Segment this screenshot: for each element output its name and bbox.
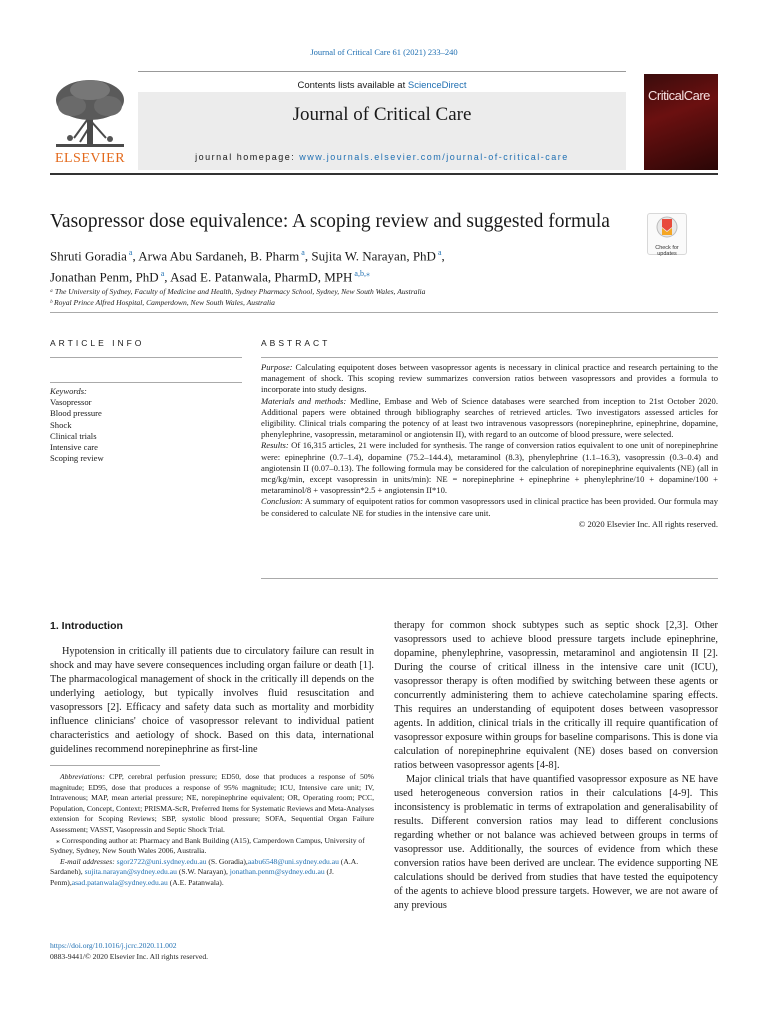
email-link[interactable]: jonathan.penm@sydney.edu.au xyxy=(229,867,325,877)
email-link[interactable]: aabu6548@uni.sydney.edu.au xyxy=(247,856,339,866)
email-owner: (A.A. Sardaneh), xyxy=(50,856,359,877)
affiliation-a: ᵃ The University of Sydney, Faculty of Medicine and Health, Sydney Pharmacy School, Sydney, New South Wales, Australia xyxy=(50,287,426,296)
keywords-rule xyxy=(50,382,242,383)
author-name[interactable]: Asad E. Patanwala, PharmD, MPH xyxy=(170,269,353,285)
affiliation-marker[interactable]: a xyxy=(126,248,133,257)
elsevier-wordmark: ELSEVIER xyxy=(54,151,126,166)
affiliation-marker[interactable]: a xyxy=(435,248,442,257)
affiliation-b: ᵇ Royal Prince Alfred Hospital, Camperdown, New South Wales, Australia xyxy=(50,298,275,307)
journal-reference[interactable]: Journal of Critical Care 61 (2021) 233–240 xyxy=(310,47,458,57)
intro-paragraph-1: Hypotension in critically ill patients due to circulatory failure can result in shock and may have severe consequences including organ failure or death [1]. The pharmacological management of shock in the critically ill depends on the underlying aetiology, but typically involves fluid resuscitation and vasopressors [2]. Efficacy and safety data such as mortality and morbidity influence clinicians' choice of vasopressor relevant to individual patient characteristics and aetiology of shock. Based on this data, international guidelines recommend norepinephrine as first-line xyxy=(50,646,374,755)
corresponding-author-footnote: ⁎ Corresponding author at: Pharmacy and Bank Building (A15), Camperdown Campus, University of Sydney, Sydney, New South Wales 2006, Australia. xyxy=(50,835,365,856)
article-info-rule xyxy=(50,357,242,358)
email-link[interactable]: sujita.narayan@sydney.edu.au xyxy=(84,867,177,877)
keyword-item: Blood pressure xyxy=(50,408,102,419)
footnotes xyxy=(50,772,374,889)
affiliation-marker[interactable]: a,b,⁎ xyxy=(352,269,370,279)
email-owner: (A.E. Patanwala). xyxy=(167,877,224,887)
keyword-item: Intensive care xyxy=(50,442,98,453)
keywords-label: Keywords: xyxy=(50,386,87,396)
crossmark-badge[interactable] xyxy=(647,213,687,255)
body-column-right xyxy=(394,619,718,913)
keyword-item: Shock xyxy=(50,419,72,430)
author-name[interactable]: Sujita W. Narayan, PhD xyxy=(311,248,436,264)
cover-title: CriticalCare xyxy=(648,88,710,103)
abstract-heading: ABSTRACT xyxy=(261,338,331,348)
article-title: Vasopressor dose equivalence: A scoping review and suggested formula xyxy=(50,211,610,232)
affiliation-marker[interactable]: a xyxy=(299,248,305,257)
header-top-rule xyxy=(138,71,626,72)
contents-line: Contents lists available at ScienceDirect xyxy=(297,80,467,91)
abstract-results: Results: Of 16,315 articles, 21 were included for synthesis. The range of conversion ratios equivalent to one unit of norepinephrine were: epinephrine (0.7–1.4), dopamine (75.2–144.4), metaraminol (8.3), phenylephrine (1.1–16.3), vasopressin (0.3–0.4) and angiotensin II (0.07–0.13). The following formula may be considered for the calculation of norepinephrine equivalents (NE) (all in mcg/kg/min, except vasopressin in units/min): NE = norepinephrine + epinephrine + phenylephrine/10 + dopamine/100 + metaraminol/8 + vasopressin*2.5 + angiotensin II*10. xyxy=(261,440,718,496)
body-column-left xyxy=(50,619,374,757)
abstract-methods: Materials and methods: Medline, Embase and Web of Science databases were searched from inception to 21st October 2020. Additional papers were obtained through bibliography searches of retrieved articles. Two investigators assessed articles for eligibility. Clinical trials comparing the potency of at least two intravenous vasopressors (norepinephrine, epinephrine, dopamine, phenylephrine, vasopressin, metaraminol or angiotensin II), with regard to an outcome of blood pressure, were selected. xyxy=(261,395,718,440)
right-paragraph-1: therapy for common shock subtypes such as septic shock [2,3]. Other vasopressors used to achieve blood pressure targets include epinephrine, dopamine, phenylephrine, vasopressin, metaraminol and angiotensin II [2]. During the course of critical illness in the intensive care unit (ICU), vasopressor therapy is often modified by switching between these agents or concurrently administering them to achieve catecholamine sparing effects. This requires an understanding of equipotent doses between vasopressor agents. In addition, clinical trials in the critically ill require quantification of vasopressor exposure within groups for baseline comparisons. This is done via calculation of norepinephrine equivalent (NE) doses based on conversion ratios between vasopressor agents [4-8]. xyxy=(394,620,718,771)
abstract-rule-bottom xyxy=(261,578,718,579)
abstract-body xyxy=(261,362,718,530)
homepage-line: journal homepage: www.journals.elsevier.com/journal-of-critical-care xyxy=(195,152,569,162)
affiliation-marker[interactable]: a xyxy=(158,269,165,279)
article-info-heading: ARTICLE INFO xyxy=(50,338,145,348)
keyword-item: Scoping review xyxy=(50,453,104,464)
email-link[interactable]: sgor2722@uni.sydney.edu.au xyxy=(116,856,207,866)
header-bottom-rule xyxy=(50,173,718,175)
abbreviations-footnote: Abbreviations: CPP, cerebral perfusion pressure; ED50, dose that produces a response of 50% magnitude; ED95, dose that produces a response of 95% magnitude; ICU, Intensive care unit; IV, Intravenous; MAP, mean arterial pressure; NE, norepinephrine equivalent; OR, Operating room; PCC, Population, Concept, Context; PRISMA-ScR, Preferred Items for Systematic Reviews and Meta-Analyses extension for Scoping Reviews; SBP, systolic blood pressure; SOFA, Sequential Organ Failure Assessment; VASST, Vasopressin and Septic Shock Trial. xyxy=(50,772,374,834)
doi-link[interactable]: https://doi.org/10.1016/j.jcrc.2020.11.002 xyxy=(50,941,177,950)
authors-line-1: Shruti Goradia $^a$, Arwa Abu Sardaneh, B. Pharm $^a$, Sujita W. Narayan, PhD $^a$, xyxy=(50,248,445,264)
email-owner: (S. Goradia), xyxy=(206,856,248,866)
author-name[interactable]: Jonathan Penm, PhD xyxy=(50,269,159,285)
author-name[interactable]: Arwa Abu Sardaneh, B. Pharm xyxy=(138,248,300,264)
email-link[interactable]: asad.patanwala@sydney.edu.au xyxy=(71,877,168,887)
abstract-purpose: Purpose: Calculating equipotent doses between vasopressor agents is necessary in clinical practice and research pertaining to the management of shock. This scoping review summarizes conversion ratios between vasopressors and provides a formula to incorporate into study designs. xyxy=(261,362,718,395)
keywords-block xyxy=(50,386,242,464)
keyword-item: Clinical trials xyxy=(50,430,97,441)
journal-title: Journal of Critical Care xyxy=(292,104,472,125)
doi-block xyxy=(50,940,374,962)
email-owner: (S.W. Narayan), xyxy=(176,867,230,877)
affiliations xyxy=(50,286,690,308)
crossmark-label: Check for updates xyxy=(655,245,679,257)
abstract-conclusion: Conclusion: A summary of equipotent ratios for common vasopressors used in clinical practice has been provided. Our formula may be considered to calculate NE for studies in the intensive care unit. xyxy=(261,496,718,518)
affiliation-rule xyxy=(50,312,718,313)
crossmark-icon xyxy=(648,214,686,240)
authors-line-2: Jonathan Penm, PhD $^a$, Asad E. Patanwala, PharmD, MPH $^{a,b,⁎}$ xyxy=(50,269,370,285)
email-owner: (J. Penm), xyxy=(50,867,334,887)
abstract-rule-top xyxy=(261,357,718,358)
homepage-link[interactable]: www.journals.elsevier.com/journal-of-critical-care xyxy=(299,152,569,162)
introduction-heading: 1. Introduction xyxy=(50,620,123,632)
author-name[interactable]: Shruti Goradia xyxy=(50,248,127,264)
right-paragraph-2: Major clinical trials that have quantified vasopressor exposure as NE have used heterogeneous conversion ratios in their calculations [4-9]. This inconsistency is problematic in terms of extrapolation and generalisability of results. Different conversion ratios may lead to different conclusions regarding whether or not balance was achieved between groups in terms of vasopressor use. Additionally, the sources of evidence from which these conversion ratios have been derived are unclear. The evidence supporting NE calculations should be derived from studies that have tested the equipotency of the agents to achieve blood pressure targets. However, we are not aware of any previous xyxy=(394,774,718,911)
issn-line: 0883-9441/© 2020 Elsevier Inc. All rights reserved. xyxy=(50,952,209,961)
author-list xyxy=(50,244,610,287)
keyword-item: Vasopressor xyxy=(50,397,92,408)
footnote-rule xyxy=(50,765,160,766)
abstract-copyright: © 2020 Elsevier Inc. All rights reserved. xyxy=(578,518,718,529)
sciencedirect-link[interactable]: ScienceDirect xyxy=(407,80,467,91)
email-footnote: E-mail addresses: sgor2722@uni.sydney.edu.au (S. Goradia),aabu6548@uni.sydney.edu.au (A.A. Sardaneh), sujita.narayan@sydney.edu.au (S.W. Narayan), jonathan.penm@sydney.edu.au (J. Penm),asad.patanwala@sydney.edu.au (A.E. Patanwala). xyxy=(50,856,359,887)
